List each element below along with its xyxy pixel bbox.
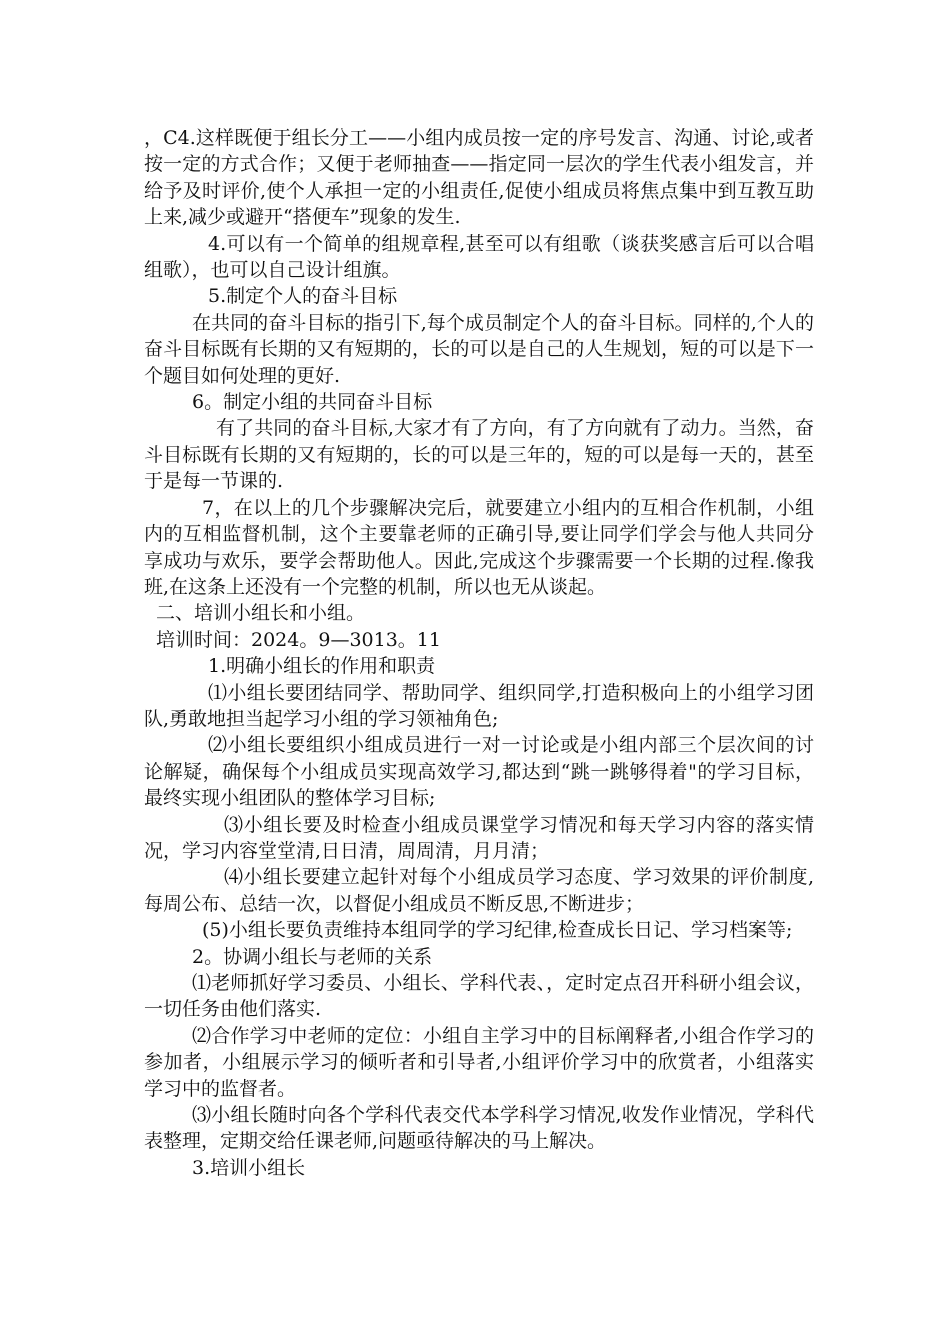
duty-item-5: (5)小组长要负责维持本组同学的学习纪律,检查成长日记、学习档案等;: [202, 919, 793, 942]
duty-item-2: ⑵小组长要组织小组成员进行一对一讨论或是小组内部三个层次间的讨论解疑，确保每个小组成员实现高效学习,都达到“跳一跳够得着"的学习目标，最终实现小组团队的整体学习目标;: [144, 734, 814, 810]
paragraph-7-mechanism: 7，在以上的几个步骤解决完后，就要建立小组内的互相合作机制，小组内的互相监督机制，这个主要靠老师的正确引导,要让同学们学会与他人共同分享成功与欢乐，要学会帮助他人。因此,完成这个步骤需要一个长期的过程.像我班,在这条上还没有一个完整的机制，所以也无从谈起。: [144, 496, 814, 598]
duty-item-3: ⑶小组长要及时检查小组成员课堂学习情况和每天学习内容的落实情况，学习内容堂堂清,日日清，周周清，月月清；: [144, 813, 814, 862]
paragraph-4-group-rules: 4.可以有一个简单的组规章程,甚至可以有组歌（谈获奖感言后可以合唱组歌），也可以自己设计组旗。: [144, 232, 814, 282]
training-time: 培训时间：2024。9—3013。11: [156, 628, 441, 651]
heading-5-personal-goals: 5.制定个人的奋斗目标: [208, 285, 398, 308]
duty-item-1: ⑴小组长要团结同学、帮助同学、组织同学,打造积极向上的小组学习团队,勇敢地担当起学习小组的学习领袖角色;: [144, 681, 814, 730]
coordination-item-2: ⑵合作学习中老师的定位：小组自主学习中的目标阐释者,小组合作学习的参加者，小组展示学习的倾听者和引导者,小组评价学习中的欣赏者，小组落实学习中的监督者。: [144, 1024, 814, 1100]
paragraph-personal-goals: 在共同的奋斗目标的指引下,每个成员制定个人的奋斗目标。同样的,个人的奋斗目标既有长期的又有短期的，长的可以是自己的人生规划，短的可以是下一个题目如何处理的更好.: [144, 311, 814, 387]
heading-3-train-leaders: 3.培训小组长: [192, 1156, 306, 1179]
heading-1-leader-duties: 1.明确小组长的作用和职责: [208, 655, 436, 678]
paragraph-group-goals: 有了共同的奋斗目标,大家才有了方向，有了方向就有了动力。当然，奋斗目标既有长期的又有短期的，长的可以是三年的，短的可以是每一天的，甚至于是每一节课的.: [144, 417, 814, 493]
heading-6-group-goals: 6。制定小组的共同奋斗目标: [192, 391, 433, 414]
document-body: [144, 125, 814, 1181]
paragraph-c4-division: ，C4.这样既便于组长分工——小组内成员按一定的序号发言、沟通、讨论,或者按一定的方式合作；又便于老师抽查——指定同一层次的学生代表小组发言，并给予及时评价,使个人承担一定的小组责任,促使小组成员将焦点集中到互教互助上来,减少或避开“搭便车”现象的发生.: [144, 127, 814, 229]
duty-item-4: ⑷小组长要建立起针对每个小组成员学习态度、学习效果的评价制度,每周公布、总结一次，以督促小组成员不断反思,不断进步；: [144, 866, 814, 915]
heading-2-coordination: 2。协调小组长与老师的关系: [192, 945, 433, 968]
section-2-title: 二、培训小组长和小组。: [156, 602, 366, 625]
coordination-item-3: ⑶小组长随时向各个学科代表交代本学科学习情况,收发作业情况，学科代表整理，定期交给任课老师,问题亟待解决的马上解决。: [144, 1104, 814, 1153]
coordination-item-1: ⑴老师抓好学习委员、小组长、学科代表、，定时定点召开科研小组会议，一切任务由他们落实.: [144, 972, 814, 1021]
